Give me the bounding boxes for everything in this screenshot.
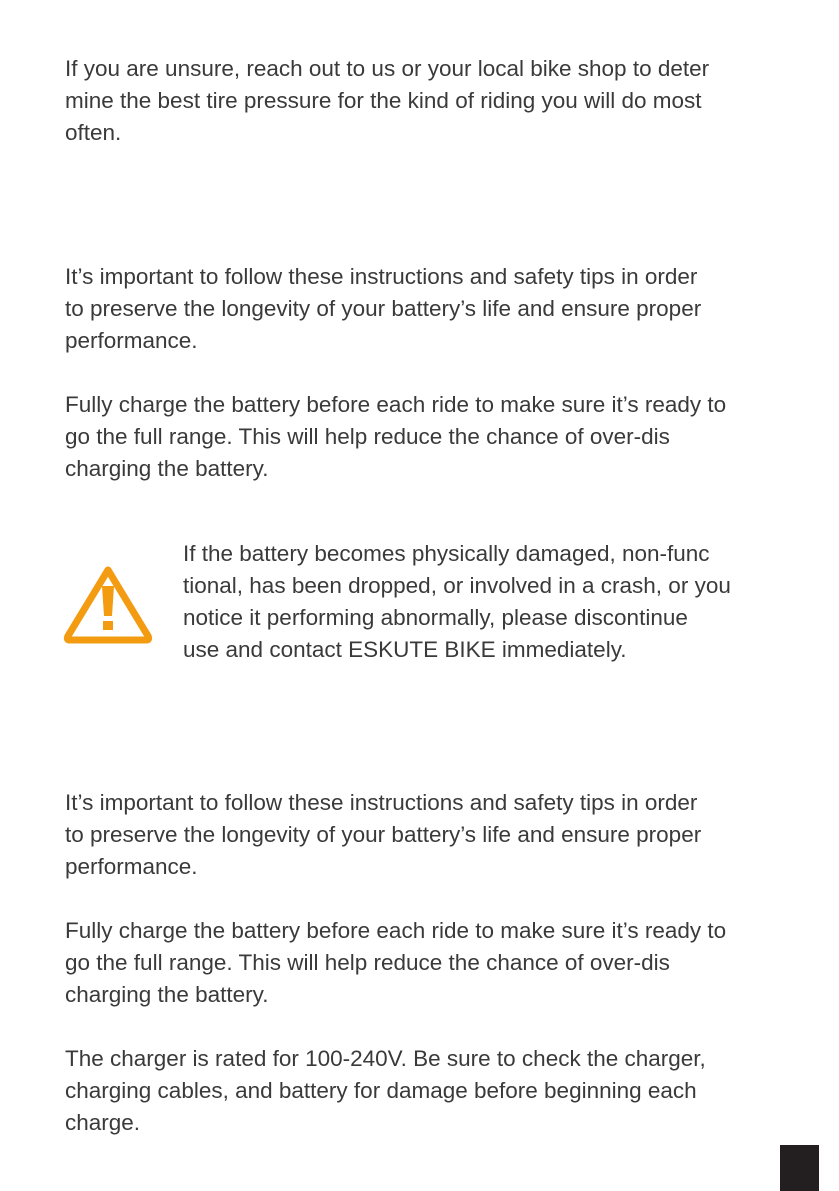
- paragraph-line: charging the battery.: [65, 456, 269, 481]
- warning-triangle-icon: [62, 564, 154, 646]
- paragraph-line: It’s important to follow these instructions and safety tips in order: [65, 790, 698, 815]
- paragraph-line: to preserve the longevity of your battery’s life and ensure proper: [65, 822, 702, 847]
- battery-warning-callout: [0, 538, 839, 668]
- charger-rating-paragraph: [65, 1043, 785, 1139]
- warning-line: tional, has been dropped, or involved in a crash, or you: [183, 573, 731, 598]
- paragraph-line: Fully charge the battery before each ride to make sure it’s ready to: [65, 392, 727, 417]
- paragraph-line: The charger is rated for 100-240V. Be sure to check the charger,: [65, 1046, 706, 1071]
- paragraph-line: go the full range. This will help reduce the chance of over-dis: [65, 950, 670, 975]
- battery-intro-paragraph: [65, 261, 785, 357]
- warning-line: use and contact ESKUTE BIKE immediately.: [183, 637, 627, 662]
- full-charge-paragraph: [65, 389, 785, 485]
- paragraph-line: It’s important to follow these instructions and safety tips in order: [65, 264, 698, 289]
- paragraph-line: Fully charge the battery before each ride to make sure it’s ready to: [65, 918, 727, 943]
- tire-pressure-paragraph: [65, 53, 785, 149]
- paragraph-line: charging cables, and battery for damage before beginning each: [65, 1078, 697, 1103]
- paragraph-line: often.: [65, 120, 122, 145]
- warning-line: If the battery becomes physically damaged, non-func: [183, 541, 710, 566]
- page-tab-marker: [780, 1145, 819, 1191]
- paragraph-line: If you are unsure, reach out to us or your local bike shop to deter: [65, 56, 710, 81]
- warning-line: notice it performing abnormally, please discontinue: [183, 605, 688, 630]
- paragraph-line: to preserve the longevity of your battery’s life and ensure proper: [65, 296, 702, 321]
- paragraph-line: performance.: [65, 854, 198, 879]
- battery-intro-paragraph-2: [65, 787, 785, 883]
- paragraph-line: charge.: [65, 1110, 141, 1135]
- full-charge-paragraph-2: [65, 915, 785, 1011]
- paragraph-line: go the full range. This will help reduce the chance of over-dis: [65, 424, 670, 449]
- paragraph-line: performance.: [65, 328, 198, 353]
- paragraph-line: charging the battery.: [65, 982, 269, 1007]
- paragraph-line: mine the best tire pressure for the kind of riding you will do most: [65, 88, 702, 113]
- warning-text: [183, 538, 803, 666]
